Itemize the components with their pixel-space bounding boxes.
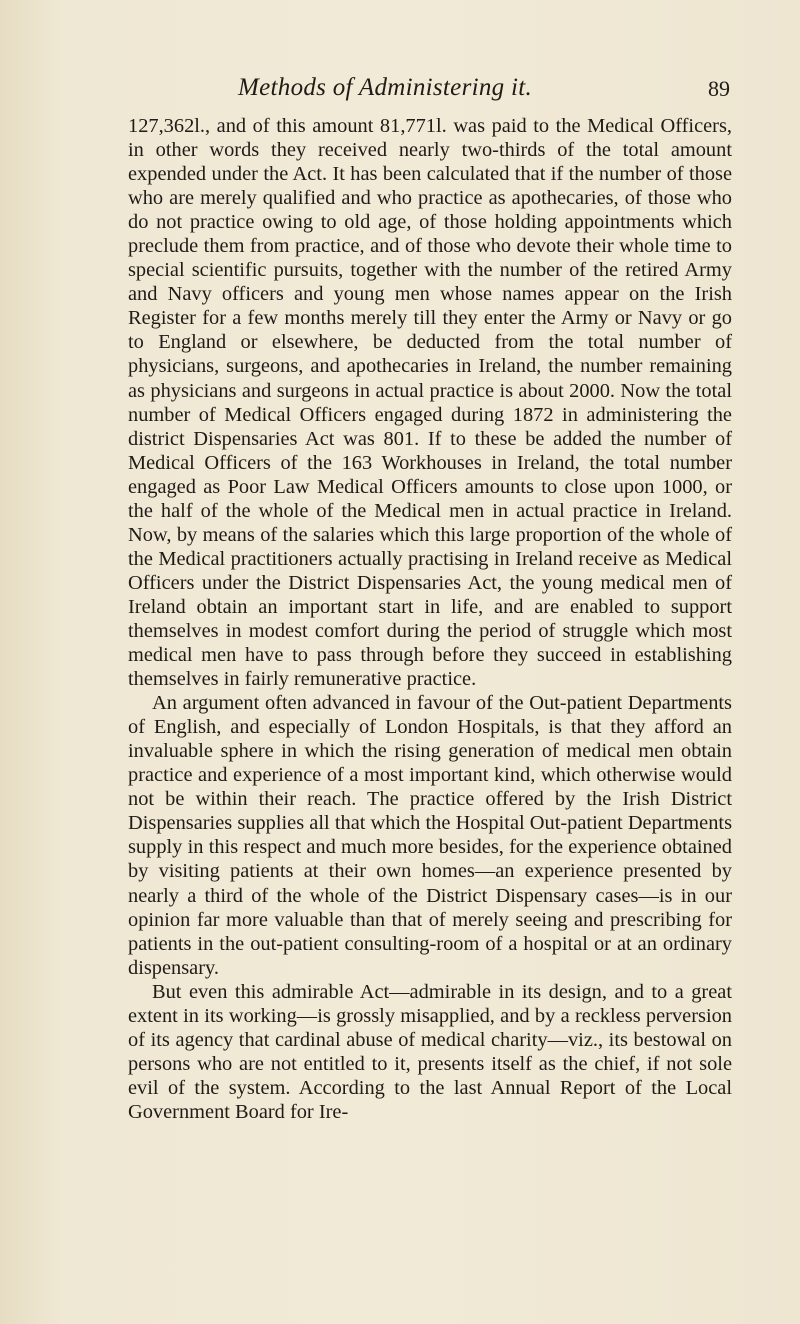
paragraph-1: 127,362l., and of this amount 81,771l. was paid to the Medical Officers, in other words they received nearly two-thirds of the total amount expended under the Act. It has been calculated that if the number of those who are merely qualified and who practice as apothecaries, of those who do not practice owing to old age, of those holding appointments which preclude them from practice, and of those who devote their whole time to special scientific pursuits, together with the number of the retired Army and Navy officers and young men whose names appear on the Irish Register for a few months merely till they enter the Army or Navy or go to England or elsewhere, be deducted from the total number of physicians, surgeons, and apothecaries in Ireland, the number remaining as physicians and surgeons in actual practice is about 2000. Now the total number of Medical Officers engaged during 1872 in administering the district Dispensaries Act was 801. If to these be added the number of Medical Officers of the 163 Workhouses in Ireland, the total number engaged as Poor Law Medical Officers amounts to close upon 1000, or the half of the whole of the Medical men in actual practice in Ireland. Now, by means of the salaries which this large proportion of the whole of the Medical practitioners actually practising in Ireland receive as Medical Officers under the District Dispensaries Act, the young medical men of Ireland obtain an important start in life, and are enabled to support themselves in modest comfort during the period of struggle which most medical men have to pass through before they succeed in establishing themselves in fairly remunerative practice. xyxy=(128,115,732,691)
paragraph-3: But even this admirable Act—admirable in its design, and to a great extent in its working—is grossly misapplied, and by a reckless perversion of its agency that cardinal abuse of medical charity—viz., its bestowal on persons who are not entitled to it, presents itself as the chief, if not sole evil of the system. According to the last Annual Report of the Local Government Board for Ire- xyxy=(128,980,732,1123)
body-text xyxy=(128,114,732,1124)
running-title: Methods of Administering it. xyxy=(238,74,533,101)
page-number: 89 xyxy=(708,76,730,101)
page-header xyxy=(128,74,730,106)
paragraph-2: An argument often advanced in favour of the Out-patient Departments of English, and especially of London Hospitals, is that they afford an invaluable sphere in which the rising generation of medical men obtain practice and experience of a most important kind, which otherwise would not be within their reach. The practice offered by the Irish District Dispensaries supplies all that which the Hospital Out-patient Departments supply in this respect and much more besides, for the experience obtained by visiting patients at their own homes—an experience presented by nearly a third of the whole of the District Dispensary cases—is in our opinion far more valuable than that of merely seeing and prescribing for patients in the out-patient consulting-room of a hospital or at an ordinary dispensary. xyxy=(128,692,732,979)
